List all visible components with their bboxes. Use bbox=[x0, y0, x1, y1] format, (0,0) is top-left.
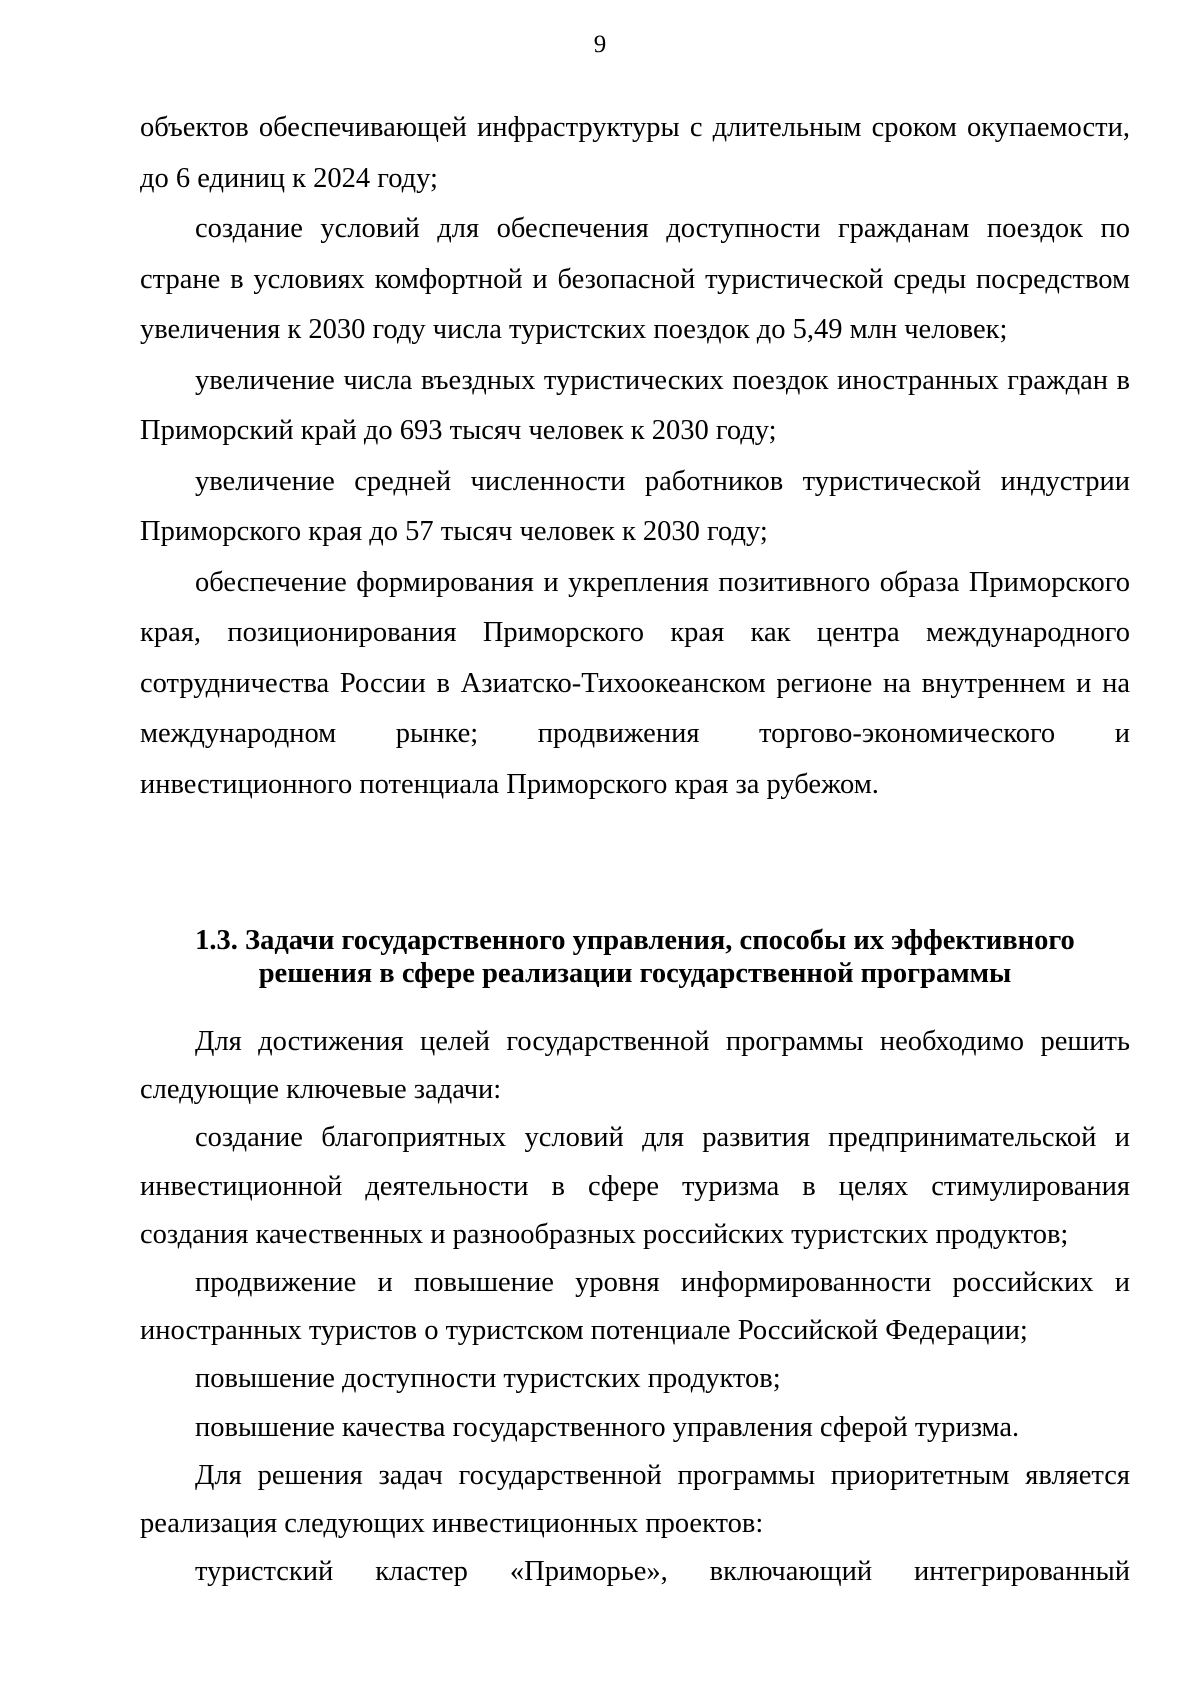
paragraph: создание благоприятных условий для развития предпринимательской и инвестиционной деятельности в сфере туризма в целях стимулирования создания качественных и разнообразных российских туристских продуктов; bbox=[140, 1122, 1130, 1250]
paragraph: обеспечение формирования и укрепления позитивного образа Приморского края, позиционирования Приморского края как центра международного сотрудничества России в Азиатско-Тихоокеанском регионе на внутреннем и на международном рынке; продвижения торгово-экономического и инвестиционного потенциала Приморского края за рубежом. bbox=[140, 566, 1130, 800]
section-heading bbox=[140, 924, 1130, 990]
paragraph: создание условий для обеспечения доступности гражданам поездок по стране в условиях комфортной и безопасной туристической среды посредством увеличения к 2030 году числа туристских поездок до 5,49 млн человек; bbox=[140, 213, 1130, 345]
paragraph: повышение доступности туристских продуктов; bbox=[195, 1363, 781, 1395]
section-heading-line: решения в сфере реализации государственной программы bbox=[258, 958, 1012, 989]
top-text-block bbox=[140, 103, 1130, 810]
paragraph: повышение качества государственного управления сферой туризма. bbox=[195, 1411, 1020, 1443]
paragraph: увеличение средней численности работников туристической индустрии Приморского края до 57 тысяч человек к 2030 году; bbox=[140, 465, 1130, 547]
paragraph: туристский кластер «Приморье», включающий интегрированный bbox=[195, 1556, 1130, 1588]
bottom-text-block bbox=[140, 1018, 1130, 1596]
paragraph: Для достижения целей государственной программы необходимо решить следующие ключевые задачи: bbox=[140, 1026, 1130, 1106]
section-heading-line: 1.3. Задачи государственного управления, способы их эффективного bbox=[195, 925, 1075, 956]
page-number: 9 bbox=[593, 31, 607, 58]
paragraph: увеличение числа въездных туристических поездок иностранных граждан в Приморский край до 693 тысяч человек к 2030 году; bbox=[140, 364, 1130, 446]
paragraph: продвижение и повышение уровня информированности российских и иностранных туристов о туристском потенциале Российской Федерации; bbox=[140, 1267, 1130, 1347]
paragraph: Для решения задач государственной программы приоритетным является реализация следующих инвестиционных проектов: bbox=[140, 1459, 1130, 1540]
paragraph: объектов обеспечивающей инфраструктуры с длительным сроком окупаемости, до 6 единиц к 2024 году; bbox=[140, 112, 1130, 194]
